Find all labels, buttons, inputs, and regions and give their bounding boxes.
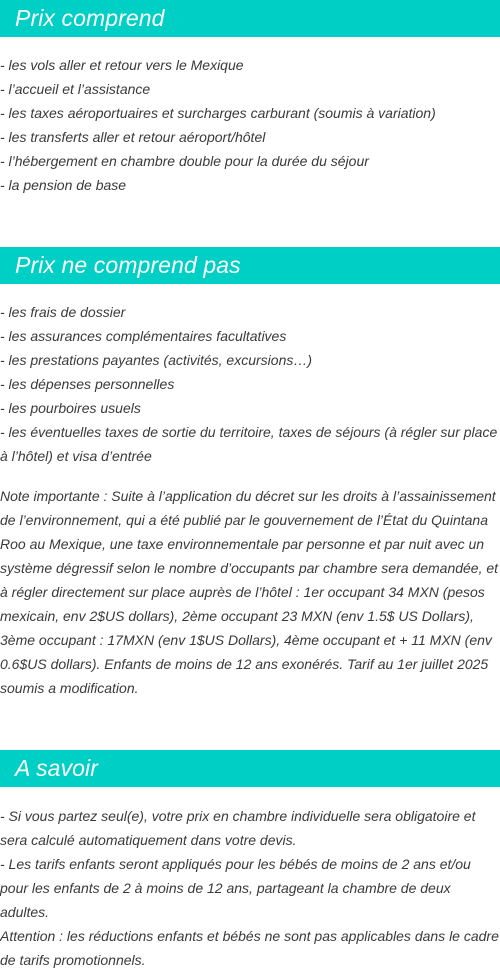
list-item: - les vols aller et retour vers le Mexique [0,57,244,73]
list-item: - les éventuelles taxes de sortie du territoire, taxes de séjours (à régler sur place à l’hôtel) et visa d’entrée [0,424,498,464]
list-item: - l’hébergement en chambre double pour la durée du séjour [0,153,369,169]
list-item: - les transferts aller et retour aéroport/hôtel [0,129,266,145]
included-list [0,53,500,197]
list-item: - l’accueil et l’assistance [0,81,151,97]
section-prix-ne-comprend-pas [0,247,500,696]
section-header [0,750,500,787]
section-title: Prix ne comprend pas [15,252,241,278]
list-item: - les taxes aéroportuaires et surcharges carburant (soumis à variation) [0,105,436,121]
list-item: - les dépenses personnelles [0,376,175,392]
info-paragraph: Attention : les réductions enfants et bébés ne sont pas applicables dans le cadre de tarifs promotionnels. [0,928,499,968]
list-item: - les frais de dossier [0,304,126,320]
section-header [0,0,500,37]
section-a-savoir [0,750,500,968]
section-title: Prix comprend [15,5,165,31]
list-item: - la pension de base [0,177,127,193]
excluded-list [0,300,500,468]
info-paragraph: - Si vous partez seul(e), votre prix en chambre individuelle sera obligatoire et sera calculé automatiquement dans votre devis. [0,808,476,848]
list-item: - les prestations payantes (activités, excursions…) [0,352,313,368]
list-item: - les pourboires usuels [0,400,141,416]
section-header [0,247,500,284]
list-item: - les assurances complémentaires facultatives [0,328,287,344]
important-note: Note importante : Suite à l’application du décret sur les droits à l’assainissement de l’environnement, qui a été publié par le gouvernement de l’État du Quintana Roo au Mexique, une taxe environnementale par personne et par nuit avec un système dégressif selon le nombre d’occupants par chambre sera demandée, et à régler directement sur place auprès de l’hôtel : 1er occupant 34 MXN (pesos mexicain, env 2$US dollars), 2ème occupant 23 MXN (env 1.5$ US Dollars), 3ème occupant : 17MXN (env 1$US Dollars), 4ème occupant et + 11 MXN (env 0.6$US dollars). Enfants de moins de 12 ans exonérés. Tarif au 1er juillet 2025 soumis a modification. [0,488,499,696]
a-savoir-body [0,804,500,972]
section-prix-comprend [0,0,500,193]
section-title: A savoir [15,755,99,781]
info-paragraph: - Les tarifs enfants seront appliqués pour les bébés de moins de 2 ans et/ou pour les enfants de 2 à moins de 12 ans, partageant la chambre de deux adultes. [0,856,471,920]
